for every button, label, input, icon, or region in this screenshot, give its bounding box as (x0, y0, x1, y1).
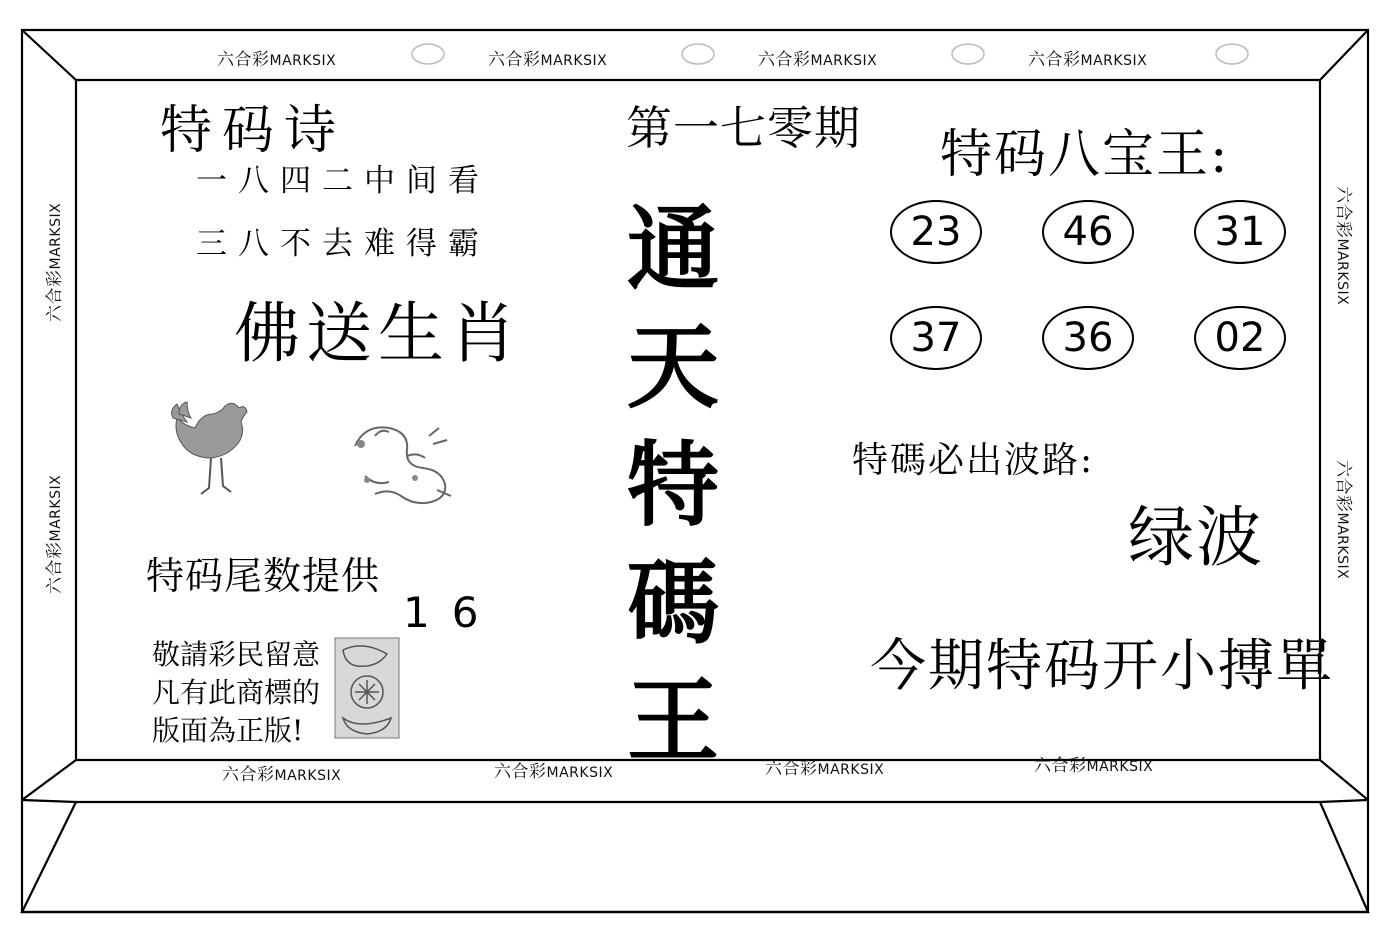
wave-value: 绿波 (1128, 499, 1264, 576)
rooster-icon (165, 398, 260, 503)
watermark-bottom-2: 六合彩MARKSIX (494, 762, 614, 782)
bottom-slogan: 今期特码开小搏單 (870, 634, 1334, 699)
main-title-char-5: 王 (626, 667, 719, 775)
main-title (608, 190, 738, 780)
poem-line-2: 三八不去难得霸 (196, 226, 490, 262)
watermark-top-4: 六合彩MARKSIX (1028, 50, 1148, 70)
watermark-left-2: 六合彩MARKSIX (45, 474, 65, 594)
notice-line-1: 敬請彩民留意 (152, 638, 321, 671)
number-circle-2: 46 (1042, 200, 1134, 264)
number-circle-1: 23 (890, 200, 982, 264)
watermark-right-2: 六合彩MARKSIX (1333, 460, 1353, 580)
watermark-left-1: 六合彩MARKSIX (45, 202, 65, 322)
watermark-bottom-3: 六合彩MARKSIX (765, 759, 885, 779)
zodiac-title: 佛送生肖 (234, 295, 522, 372)
main-title-char-2: 天 (626, 313, 719, 421)
trademark-stamp-icon (333, 636, 401, 740)
notice-line-3: 版面為正版! (152, 714, 304, 747)
watermark-top-2: 六合彩MARKSIX (488, 50, 608, 70)
watermark-bottom-4: 六合彩MARKSIX (1034, 756, 1154, 776)
tail-title: 特码尾数提供 (146, 554, 381, 598)
watermark-top-1: 六合彩MARKSIX (217, 50, 337, 70)
notice-block (152, 636, 320, 750)
dragon-icon (345, 416, 460, 512)
number-circle-4: 37 (890, 306, 982, 370)
main-title-char-3: 特 (626, 431, 719, 539)
tail-value: 16 (403, 588, 501, 637)
watermark-bottom-1: 六合彩MARKSIX (222, 765, 342, 785)
poem-line-1: 一八四二中间看 (196, 163, 490, 199)
issue-number: 第一七零期 (626, 101, 861, 155)
number-circle-5: 36 (1042, 306, 1134, 370)
bao-title: 特码八宝王: (940, 125, 1230, 185)
watermark-top-3: 六合彩MARKSIX (758, 50, 878, 70)
main-title-char-1: 通 (626, 195, 719, 303)
poem-title: 特码诗 (160, 101, 347, 161)
number-circle-6: 02 (1194, 306, 1286, 370)
wave-title: 特碼必出波路: (852, 440, 1095, 481)
main-title-char-4: 碼 (626, 549, 719, 657)
notice-line-2: 凡有此商標的 (152, 676, 321, 709)
number-circle-3: 31 (1194, 200, 1286, 264)
watermark-right-1: 六合彩MARKSIX (1333, 186, 1353, 306)
